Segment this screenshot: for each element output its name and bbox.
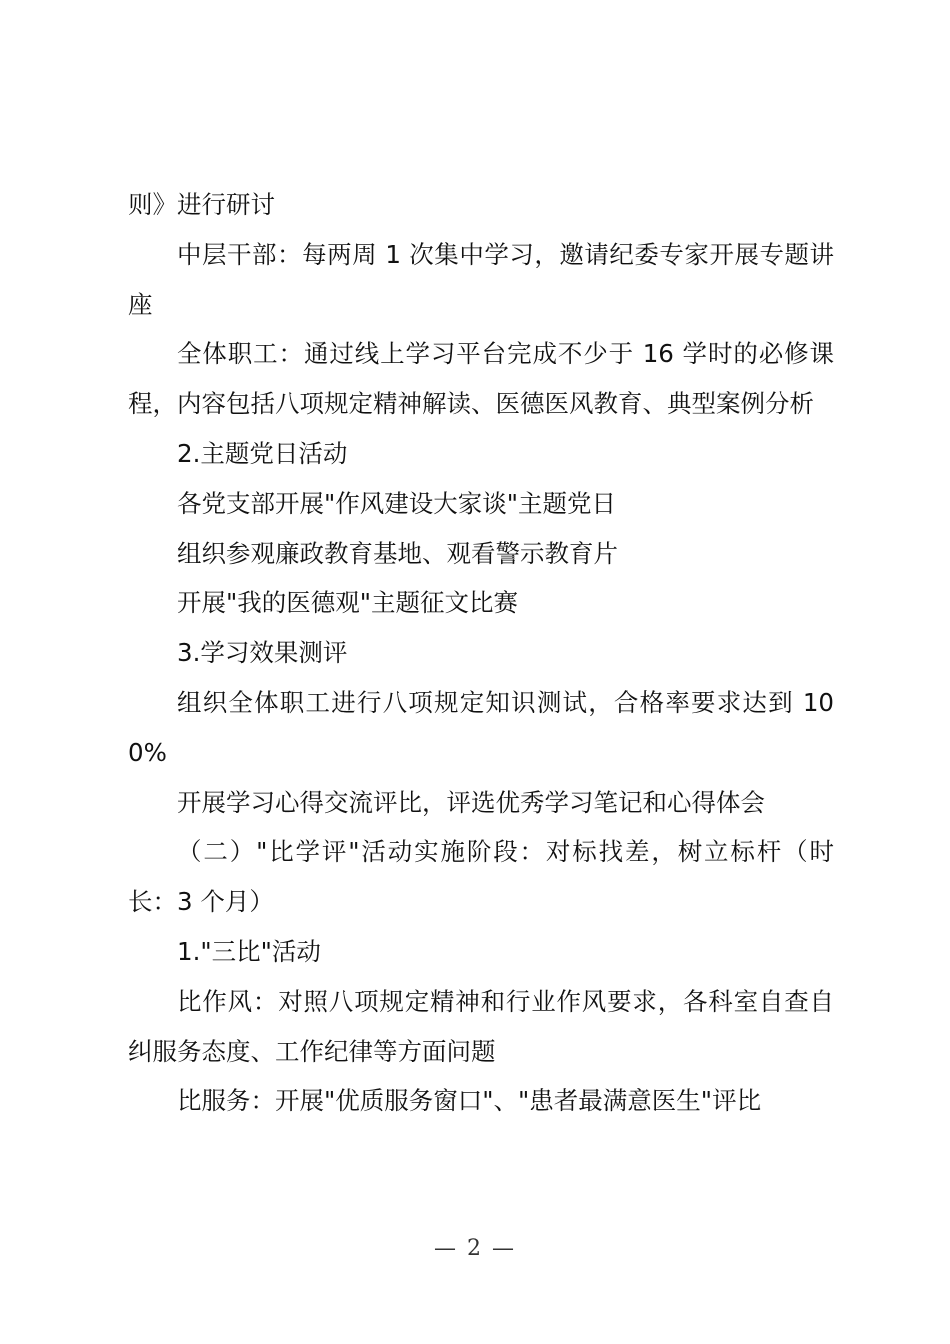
paragraph-3: 全体职工：通过线上学习平台完成不少于 16 学时的必修课程，内容包括八项规定精神解读、医德医风教育、典型案例分析 xyxy=(128,339,834,419)
paragraph-5: 各党支部开展"作风建设大家谈"主题党日 xyxy=(177,488,617,518)
document-body xyxy=(128,180,834,1126)
paragraph-9: 组织全体职工进行八项规定知识测试，合格率要求达到 100% xyxy=(128,687,834,767)
paragraph-6: 组织参观廉政教育基地、观看警示教育片 xyxy=(177,538,618,568)
paragraph-13: 比作风：对照八项规定精神和行业作风要求，各科室自查自纠服务态度、工作纪律等方面问题 xyxy=(128,986,834,1066)
section-heading-1: 1."三比"活动 xyxy=(177,936,321,966)
paragraph-7: 开展"我的医德观"主题征文比赛 xyxy=(177,588,519,618)
paragraph-2: 中层干部：每两周 1 次集中学习，邀请纪委专家开展专题讲座 xyxy=(128,239,834,319)
paragraph-10: 开展学习心得交流评比，评选优秀学习笔记和心得体会 xyxy=(177,787,765,817)
stage-heading: （二）"比学评"活动实施阶段：对标找差，树立标杆（时长：3 个月） xyxy=(128,837,834,917)
paragraph-1: 则》进行研讨 xyxy=(128,190,275,219)
section-heading-2: 2.主题党日活动 xyxy=(177,438,348,468)
section-heading-3: 3.学习效果测评 xyxy=(177,638,348,668)
paragraph-14: 比服务：开展"优质服务窗口"、"患者最满意医生"评比 xyxy=(177,1086,762,1116)
page-number: — 2 — xyxy=(434,1236,516,1261)
